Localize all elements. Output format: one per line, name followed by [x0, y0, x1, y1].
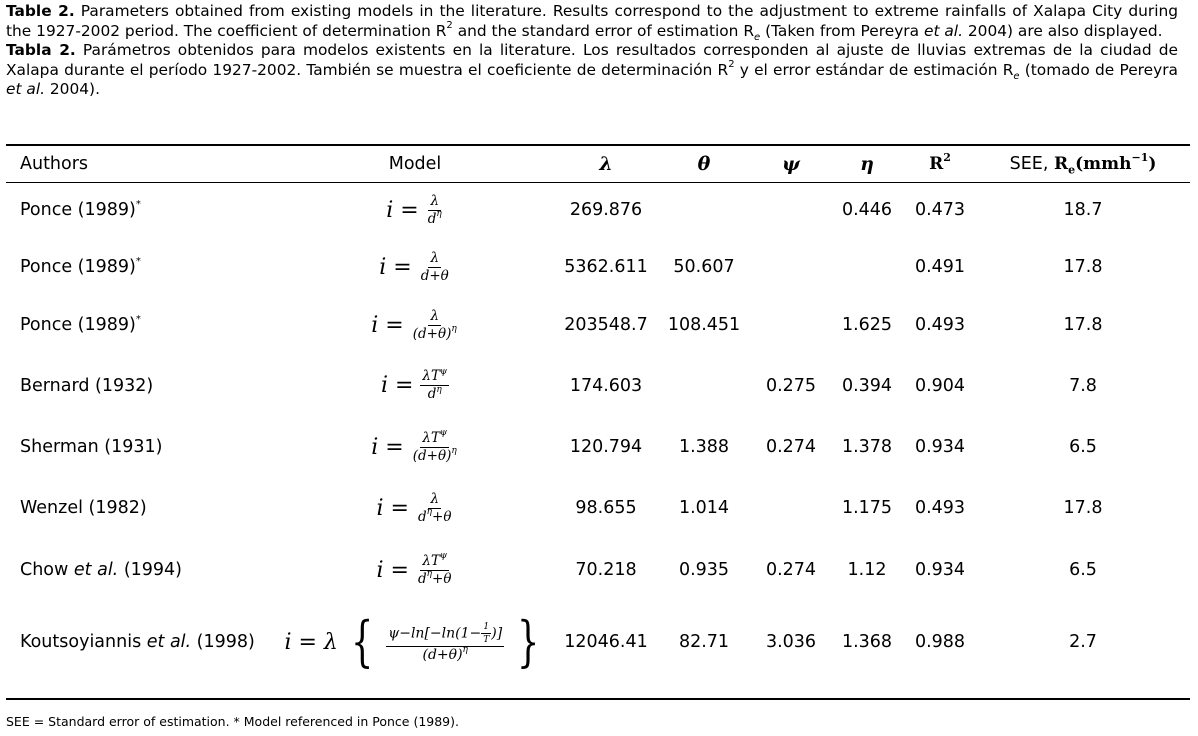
psi-cell — [752, 238, 830, 296]
formula-eq: = — [385, 312, 404, 338]
header-r2 — [904, 146, 976, 182]
theta-cell: 108.451 — [667, 315, 741, 335]
formula-denominator — [411, 326, 459, 342]
formula-numerator: λ — [430, 249, 440, 266]
formula-exponent: η — [426, 507, 433, 517]
formula-inner-fraction — [481, 622, 491, 645]
see-cell: 18.7 — [1063, 200, 1103, 220]
see-cell: 17.8 — [1063, 257, 1103, 277]
author-cell — [6, 354, 274, 417]
formula-exponent: η — [462, 644, 468, 655]
eta-cell — [830, 238, 904, 296]
formula-numerator — [386, 622, 504, 647]
lambda-cell: 12046.41 — [564, 632, 648, 652]
formula-eq: = — [400, 197, 419, 223]
eta-cell: 1.368 — [841, 632, 893, 652]
caption-etal: et al. — [6, 80, 45, 98]
formula-inner-numerator: 1 — [483, 621, 490, 632]
eta-cell: 1.625 — [841, 315, 893, 335]
table-bottom-rule — [6, 698, 1190, 700]
formula — [380, 366, 449, 402]
eta-cell: 0.394 — [841, 375, 893, 396]
table-row — [6, 539, 1190, 601]
model-formula — [274, 182, 556, 238]
formula-i: i — [284, 629, 292, 655]
table-row — [6, 296, 1190, 354]
header-psi — [752, 146, 830, 182]
formula-exponent: ψ — [439, 428, 448, 438]
header-eta — [830, 146, 904, 182]
r2-cell: 0.491 — [914, 257, 966, 277]
formula-d: d — [427, 210, 437, 227]
table-row — [6, 182, 1190, 238]
lambda-symbol: λ — [599, 153, 613, 175]
formula-fraction — [416, 551, 454, 587]
author-etal: et al. — [146, 632, 192, 652]
see-unit-superscript: −1 — [1131, 151, 1149, 165]
eta-symbol: η — [860, 153, 874, 175]
table-row — [6, 238, 1190, 296]
formula-exponent: η — [451, 324, 457, 334]
formula-d: d — [427, 386, 437, 402]
formula-exponent: η — [436, 209, 442, 219]
formula-plus-theta: +θ — [432, 508, 452, 525]
formula-denominator — [416, 509, 454, 525]
formula-denominator — [416, 571, 454, 587]
psi-cell — [752, 477, 830, 539]
header-model: Model — [388, 154, 442, 174]
formula-i: i — [376, 557, 384, 583]
author-cell — [6, 296, 274, 354]
author-cell — [6, 417, 274, 477]
author-cell — [6, 539, 274, 601]
eta-cell: 0.446 — [841, 200, 893, 220]
psi-cell: 0.275 — [765, 375, 817, 396]
header-lambda — [556, 146, 656, 182]
caption-english — [6, 2, 1178, 41]
caption-text: (Taken from Pereyra — [760, 21, 924, 40]
lambda-cell: 269.876 — [569, 200, 643, 220]
formula-denominator — [411, 448, 459, 464]
formula-lambda-t: λT — [422, 368, 440, 384]
see-cell: 17.8 — [1063, 498, 1103, 518]
formula-numerator: λ — [430, 192, 440, 209]
r2-cell: 0.934 — [914, 560, 966, 580]
formula-denominator — [426, 386, 444, 402]
formula-i: i — [371, 434, 379, 460]
model-formula — [274, 354, 556, 417]
formula-numerator-text: ψ−ln[−ln(1− — [388, 625, 482, 641]
author-cell — [6, 477, 274, 539]
formula-exponent: ψ — [439, 366, 448, 377]
author-name: Ponce (1989) — [20, 200, 136, 220]
formula-lambda-t: λT — [422, 552, 440, 569]
formula-eq: = — [390, 495, 409, 521]
caption-subscript: e — [754, 31, 761, 43]
caption-text: 2004). — [45, 80, 100, 98]
formula-eq: = — [385, 434, 404, 460]
theta-cell: 0.935 — [678, 560, 730, 580]
formula-fraction — [416, 492, 454, 525]
lambda-cell: 120.794 — [569, 437, 643, 457]
formula-exponent: ψ — [439, 551, 448, 561]
theta-cell: 50.607 — [673, 257, 735, 277]
author-name: Wenzel (1982) — [20, 498, 147, 518]
author-cell — [6, 238, 274, 296]
psi-cell: 0.274 — [765, 560, 817, 580]
see-cell: 17.8 — [1063, 315, 1103, 335]
psi-cell: 0.274 — [765, 437, 817, 457]
formula-i: i — [371, 312, 379, 338]
theta-cell: 82.71 — [678, 632, 730, 652]
formula-base: (d+θ) — [422, 646, 463, 663]
r2-superscript: 2 — [943, 151, 951, 165]
lambda-cell: 203548.7 — [564, 315, 648, 335]
caption-superscript: 2 — [446, 20, 453, 32]
author-name: Ponce (1989) — [20, 315, 136, 335]
lambda-cell: 5362.611 — [564, 257, 648, 277]
formula-exponent: η — [436, 384, 442, 395]
formula-fraction — [426, 194, 444, 227]
formula-plus-theta: +θ — [432, 570, 452, 587]
caption-text: 2004) are also displayed. — [962, 21, 1163, 40]
r2-cell: 0.934 — [914, 437, 966, 457]
r2-cell: 0.493 — [914, 498, 966, 518]
formula-lambda: λ — [323, 629, 338, 655]
r2-cell: 0.904 — [914, 375, 966, 396]
formula-numerator-end: )] — [491, 625, 503, 641]
model-formula — [274, 238, 556, 296]
formula — [371, 428, 459, 464]
formula-eq: = — [394, 373, 414, 398]
formula — [379, 251, 451, 284]
model-formula — [274, 601, 556, 683]
table-caption — [6, 2, 1178, 100]
author-mark: * — [135, 314, 141, 326]
caption-label-en: Table 2. — [6, 2, 75, 20]
author-year: (1994) — [118, 560, 183, 580]
formula-base: (d+θ) — [412, 325, 452, 342]
eta-cell: 1.175 — [841, 498, 893, 518]
formula-i: i — [379, 254, 387, 280]
formula-i: i — [380, 373, 388, 398]
theta-cell — [656, 182, 752, 238]
formula-exponent: η — [426, 569, 433, 579]
formula-inner-denominator: T — [483, 634, 490, 645]
table-row — [6, 601, 1190, 683]
header-theta — [656, 146, 752, 182]
formula-fraction — [386, 622, 504, 663]
formula-numerator — [420, 366, 449, 386]
formula-brace-close: } — [517, 610, 540, 673]
formula-numerator: λ — [430, 307, 440, 324]
formula-d: d — [417, 570, 427, 587]
table-footnote: SEE = Standard error of estimation. * Model referenced in Ponce (1989). — [6, 714, 459, 729]
author-etal: et al. — [73, 560, 119, 580]
theta-symbol: θ — [697, 153, 711, 175]
author-name: Koutsoyiannis — [20, 632, 147, 652]
author-name: Ponce (1989) — [20, 257, 136, 277]
parameters-table — [6, 146, 1190, 683]
formula-d: d — [417, 508, 427, 525]
author-cell — [6, 182, 274, 238]
psi-cell — [752, 182, 830, 238]
see-unit-subscript: e — [1068, 163, 1076, 177]
formula-numerator: λ — [430, 490, 440, 507]
see-unit: ) — [1148, 154, 1157, 174]
caption-text: Parameters obtained from existing models in the literature. Results correspond to the adjustment to extreme rainfalls of Xalapa City during the 1927-2002 period. The coefficient of determination R — [6, 2, 1179, 40]
table-row — [6, 417, 1190, 477]
table-header-row — [6, 146, 1190, 182]
caption-spanish — [6, 41, 1178, 100]
see-cell: 2.7 — [1069, 632, 1097, 652]
author-mark: * — [135, 199, 141, 211]
see-cell: 7.8 — [1069, 375, 1097, 396]
formula-fraction — [420, 366, 449, 402]
formula-brace-open: { — [350, 610, 374, 673]
caption-text: and the standard error of estimation R — [452, 21, 755, 40]
author-cell — [6, 601, 274, 683]
formula-numerator — [420, 428, 449, 448]
r2-cell: 0.493 — [914, 315, 966, 335]
r2-symbol: R — [929, 154, 944, 174]
caption-text: (tomado de Pereyra — [1019, 60, 1178, 79]
eta-cell: 1.378 — [841, 437, 893, 457]
model-formula — [274, 296, 556, 354]
eta-cell: 1.12 — [847, 560, 887, 580]
formula-fraction — [411, 428, 459, 464]
table-row — [6, 477, 1190, 539]
caption-label-es: Tabla 2. — [6, 41, 76, 59]
see-unit: R — [1053, 154, 1069, 174]
formula-denominator: d+θ — [420, 267, 449, 284]
model-formula — [274, 477, 556, 539]
r2-cell: 0.988 — [914, 632, 966, 652]
theta-cell: 1.388 — [678, 437, 730, 457]
model-formula — [274, 539, 556, 601]
r2-cell: 0.473 — [914, 200, 966, 220]
formula-eq: = — [393, 254, 412, 280]
caption-text: Parámetros obtenidos para modelos existents en la literature. Los resultados corresponden al ajuste de lluvias extremas de la ciudad de Xalapa durante el período 1927-2002. También se muestra el coeficiente de determinación R — [6, 41, 1178, 79]
formula — [386, 194, 444, 227]
header-see — [976, 146, 1190, 182]
see-cell: 6.5 — [1069, 560, 1097, 580]
formula-denominator — [426, 211, 444, 227]
theta-cell: 1.014 — [678, 498, 730, 518]
formula-base: (d+θ) — [412, 447, 452, 464]
lambda-cell: 174.603 — [569, 375, 643, 396]
formula — [377, 492, 454, 525]
caption-etal: et al. — [923, 21, 963, 40]
see-label: SEE, — [1009, 154, 1054, 174]
author-name: Chow — [20, 560, 74, 580]
see-unit: (mmh — [1075, 154, 1132, 174]
formula-i: i — [376, 495, 384, 521]
formula-fraction — [419, 251, 451, 284]
caption-text: y el error estándar de estimación R — [734, 60, 1014, 79]
formula — [284, 610, 545, 673]
author-name: Bernard (1932) — [20, 375, 154, 396]
table-row — [6, 354, 1190, 417]
lambda-cell: 98.655 — [575, 498, 637, 518]
psi-cell — [752, 296, 830, 354]
psi-symbol: ψ — [782, 153, 800, 175]
header-authors: Authors — [20, 154, 89, 174]
caption-superscript: 2 — [728, 59, 735, 71]
author-year: (1998) — [191, 632, 255, 652]
formula-denominator — [420, 644, 469, 663]
formula — [371, 309, 459, 342]
formula-i: i — [386, 197, 394, 223]
see-cell: 6.5 — [1069, 437, 1097, 457]
formula-fraction — [411, 309, 459, 342]
formula-eq: = — [298, 629, 317, 655]
caption-subscript: e — [1013, 70, 1020, 82]
author-name: Sherman (1931) — [20, 437, 163, 457]
model-formula — [274, 417, 556, 477]
psi-cell: 3.036 — [765, 632, 817, 652]
author-mark: * — [135, 256, 141, 268]
formula-eq: = — [390, 557, 409, 583]
formula-exponent: η — [451, 446, 457, 456]
lambda-cell: 70.218 — [575, 560, 637, 580]
formula-lambda-t: λT — [422, 429, 440, 446]
formula-numerator — [420, 551, 449, 571]
formula — [376, 551, 454, 587]
theta-cell — [656, 354, 752, 417]
